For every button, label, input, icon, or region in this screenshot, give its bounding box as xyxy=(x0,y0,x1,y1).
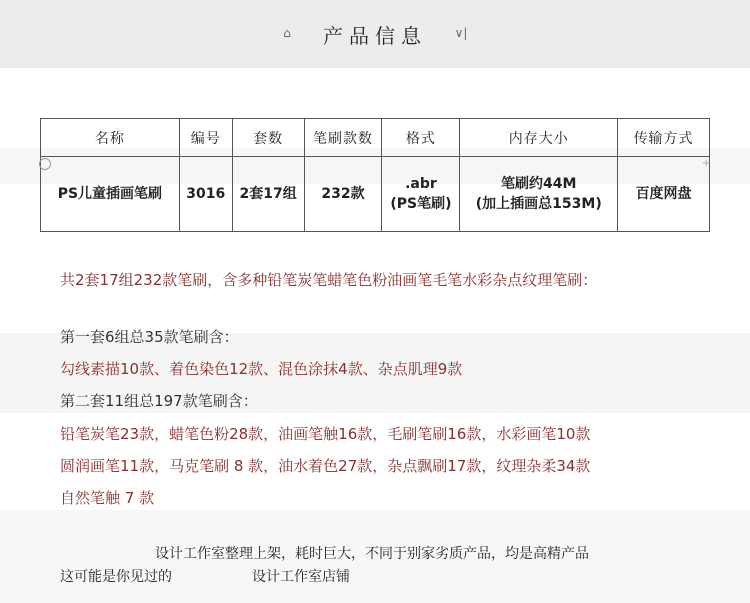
header-sets: 套数 xyxy=(232,119,304,157)
format-line2: (PS笔刷) xyxy=(390,196,452,212)
cell-transfer: 百度网盘 xyxy=(618,157,710,232)
chevron-down-icon: ∨| xyxy=(454,26,468,40)
cell-count: 232款 xyxy=(304,157,382,232)
size-line2: (加上插画总153M) xyxy=(475,196,602,212)
set1-title: 第一套6组总35款笔刷含： xyxy=(60,328,239,346)
header-code: 编号 xyxy=(179,119,232,157)
table-row xyxy=(41,157,710,232)
cell-name: PS儿童插画笔刷 xyxy=(41,157,180,232)
brush-summary: 共2套17组232款笔刷，含多种铅笔炭笔蜡笔色粉油画笔毛笔水彩杂点纹理笔刷： xyxy=(60,271,598,289)
table-header-row xyxy=(41,119,710,157)
header-format: 格式 xyxy=(382,119,460,157)
cell-code: 3016 xyxy=(179,157,232,232)
footer-line1: 设计工作室整理上架，耗时巨大，不同于别家劣质产品，均是高精产品 xyxy=(155,546,589,562)
header-bar xyxy=(0,0,750,68)
product-spec-table xyxy=(40,118,710,232)
set2-items-line1: 铅笔炭笔23款，蜡笔色粉28款，油画笔触16款，毛刷笔刷16款，水彩画笔10款 xyxy=(60,425,591,443)
format-line1: .abr xyxy=(405,176,437,192)
header-name: 名称 xyxy=(41,119,180,157)
header-size: 内存大小 xyxy=(460,119,618,157)
footer-line2-part2: 设计工作室店铺 xyxy=(252,569,350,585)
header-count: 笔刷款数 xyxy=(304,119,382,157)
cell-size xyxy=(460,157,618,232)
cell-format xyxy=(382,157,460,232)
footer-line2-part1: 这可能是你见过的 xyxy=(60,569,172,585)
page-title: 产品信息 xyxy=(323,24,427,48)
registration-mark-icon xyxy=(39,158,51,170)
set2-items-line2: 圆润画笔11款，马克笔刷 8 款，油水着色27款，杂点飘刷17款，纹理杂柔34款 xyxy=(60,457,591,475)
plus-icon: + xyxy=(702,158,711,169)
set2-items-line3: 自然笔触 7 款 xyxy=(60,489,155,507)
header-transfer: 传输方式 xyxy=(618,119,710,157)
set2-title: 第二套11组总197款笔刷含： xyxy=(60,392,258,410)
home-icon: ⌂ xyxy=(283,26,291,40)
set1-items: 勾线素描10款、着色染色12款、混色涂抹4款、杂点肌理9款 xyxy=(60,360,463,378)
cell-sets: 2套17组 xyxy=(232,157,304,232)
size-line1: 笔刷约44M xyxy=(501,176,577,192)
